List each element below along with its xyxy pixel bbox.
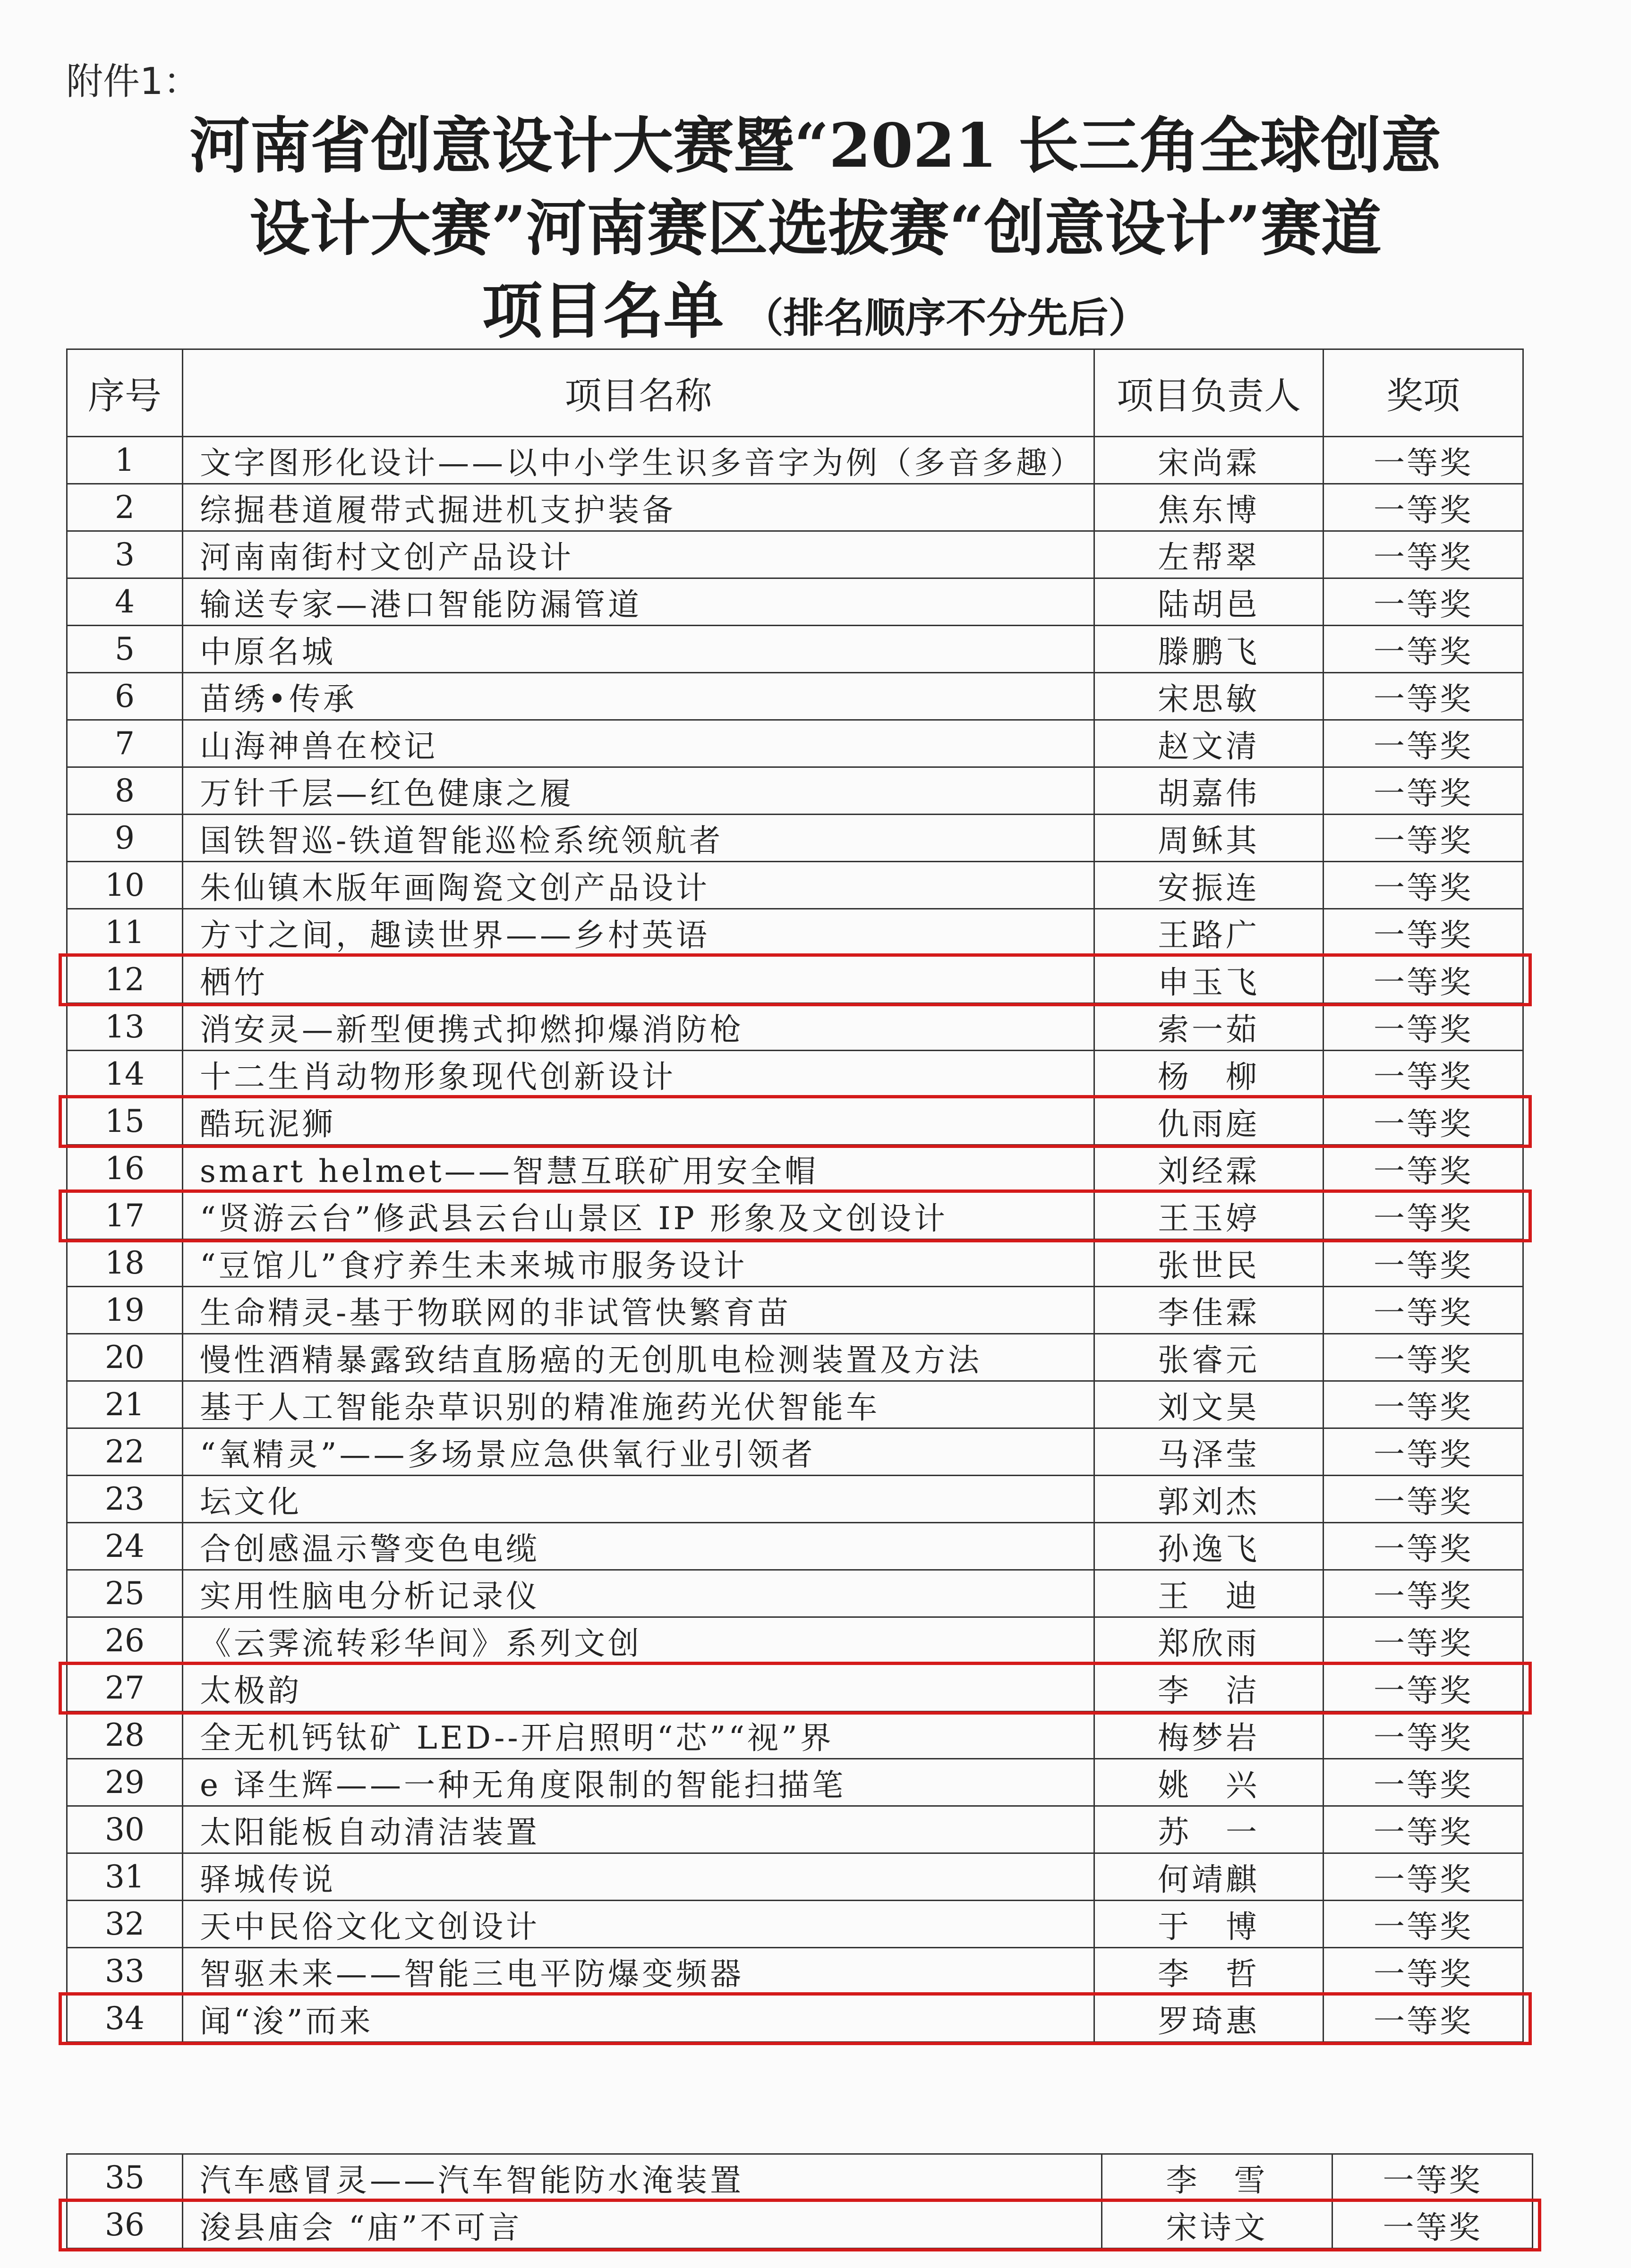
project-list-table-continued [66, 2153, 1533, 2249]
project-leader: 滕鹏飞 [1094, 626, 1324, 673]
award-level: 一等奖 [1332, 2201, 1533, 2249]
table-header-row [67, 349, 1523, 437]
table-row [67, 1428, 1523, 1476]
table-row [67, 1995, 1523, 2042]
project-leader: 刘经霖 [1094, 1145, 1324, 1192]
document-title-line-3 [0, 276, 1631, 347]
award-level: 一等奖 [1324, 1145, 1523, 1192]
table-row [67, 1665, 1523, 1712]
award-level: 一等奖 [1324, 578, 1523, 626]
project-name: 国铁智巡-铁道智能巡检系统领航者 [183, 815, 1094, 862]
project-leader: 李 洁 [1094, 1665, 1324, 1712]
row-number: 26 [67, 1617, 183, 1665]
project-leader: 李 哲 [1094, 1948, 1324, 1995]
row-number: 4 [67, 578, 183, 626]
project-name: 太阳能板自动清洁装置 [183, 1806, 1094, 1853]
row-number: 15 [67, 1098, 183, 1145]
table-row [67, 626, 1523, 673]
award-level: 一等奖 [1324, 1098, 1523, 1145]
row-number: 16 [67, 1145, 183, 1192]
award-level: 一等奖 [1324, 626, 1523, 673]
table-row [67, 673, 1523, 720]
header-project-name: 项目名称 [183, 349, 1094, 437]
project-name: e 译生辉——一种无角度限制的智能扫描笔 [183, 1759, 1094, 1806]
table-row [67, 1901, 1523, 1948]
award-level: 一等奖 [1332, 2154, 1533, 2201]
table-row [67, 1381, 1523, 1428]
project-name: 太极韵 [183, 1665, 1094, 1712]
row-number: 24 [67, 1523, 183, 1570]
table-row [67, 1712, 1523, 1759]
table-row [67, 1145, 1523, 1192]
table-row [67, 1806, 1523, 1853]
table-row [67, 720, 1523, 767]
header-award: 奖项 [1324, 349, 1523, 437]
header-no: 序号 [67, 349, 183, 437]
row-number: 34 [67, 1995, 183, 2042]
project-name: 消安灵—新型便携式抑燃抑爆消防枪 [183, 1003, 1094, 1051]
row-number: 36 [67, 2201, 183, 2249]
project-name: 浚县庙会 “庙”不可言 [183, 2201, 1102, 2249]
award-level: 一等奖 [1324, 1995, 1523, 2042]
award-level: 一等奖 [1324, 862, 1523, 909]
project-leader: 胡嘉伟 [1094, 767, 1324, 815]
table-row [67, 484, 1523, 531]
header-leader: 项目负责人 [1094, 349, 1324, 437]
project-name: 文字图形化设计——以中小学生识多音字为例（多音多趣） [183, 437, 1094, 484]
award-level: 一等奖 [1324, 1665, 1523, 1712]
project-leader: 仇雨庭 [1094, 1098, 1324, 1145]
project-leader: 周稣其 [1094, 815, 1324, 862]
row-number: 18 [67, 1240, 183, 1287]
project-leader: 郑欣雨 [1094, 1617, 1324, 1665]
project-name: 合创感温示警变色电缆 [183, 1523, 1094, 1570]
table-row [67, 767, 1523, 815]
row-number: 31 [67, 1853, 183, 1901]
award-level: 一等奖 [1324, 1712, 1523, 1759]
award-level: 一等奖 [1324, 1853, 1523, 1901]
attachment-label: 附件1： [66, 60, 200, 103]
project-leader: 宋尚霖 [1094, 437, 1324, 484]
project-list-table [66, 348, 1524, 2043]
table-row [67, 531, 1523, 578]
project-name: 综掘巷道履带式掘进机支护装备 [183, 484, 1094, 531]
table-row [67, 1240, 1523, 1287]
project-leader: 马泽莹 [1094, 1428, 1324, 1476]
project-name: 朱仙镇木版年画陶瓷文创产品设计 [183, 862, 1094, 909]
title-order-note: （排名顺序不分先后） [743, 294, 1149, 342]
row-number: 5 [67, 626, 183, 673]
row-number: 14 [67, 1051, 183, 1098]
project-name: “氧精灵”——多场景应急供氧行业引领者 [183, 1428, 1094, 1476]
table-row [67, 1003, 1523, 1051]
project-name: 河南南街村文创产品设计 [183, 531, 1094, 578]
project-name: 驿城传说 [183, 1853, 1094, 1901]
row-number: 33 [67, 1948, 183, 1995]
row-number: 23 [67, 1476, 183, 1523]
project-leader: 姚 兴 [1094, 1759, 1324, 1806]
table-row [67, 1853, 1523, 1901]
row-number: 22 [67, 1428, 183, 1476]
project-leader: 郭刘杰 [1094, 1476, 1324, 1523]
row-number: 7 [67, 720, 183, 767]
project-name: 酷玩泥狮 [183, 1098, 1094, 1145]
table-row [67, 1570, 1523, 1617]
project-leader: 安振连 [1094, 862, 1324, 909]
document-title-line-2: 设计大赛”河南赛区选拔赛“创意设计”赛道 [249, 193, 1382, 264]
project-name: 基于人工智能杂草识别的精准施药光伏智能车 [183, 1381, 1094, 1428]
project-leader: 王玉婷 [1094, 1192, 1324, 1240]
project-name: 智驱未来——智能三电平防爆变频器 [183, 1948, 1094, 1995]
row-number: 11 [67, 909, 183, 956]
project-name: 生命精灵-基于物联网的非试管快繁育苗 [183, 1287, 1094, 1334]
project-name: 万针千层—红色健康之履 [183, 767, 1094, 815]
award-level: 一等奖 [1324, 1003, 1523, 1051]
project-name: 中原名城 [183, 626, 1094, 673]
project-name: “贤游云台”修武县云台山景区 IP 形象及文创设计 [183, 1192, 1094, 1240]
row-number: 13 [67, 1003, 183, 1051]
project-leader: 梅梦岩 [1094, 1712, 1324, 1759]
award-level: 一等奖 [1324, 956, 1523, 1003]
project-name: 栖竹 [183, 956, 1094, 1003]
project-leader: 苏 一 [1094, 1806, 1324, 1853]
table-row [67, 1617, 1523, 1665]
award-level: 一等奖 [1324, 1428, 1523, 1476]
project-leader: 李 雪 [1102, 2154, 1332, 2201]
project-leader: 焦东博 [1094, 484, 1324, 531]
project-name: 输送专家—港口智能防漏管道 [183, 578, 1094, 626]
row-number: 32 [67, 1901, 183, 1948]
row-number: 29 [67, 1759, 183, 1806]
table-row [67, 2201, 1533, 2249]
row-number: 19 [67, 1287, 183, 1334]
project-leader: 宋思敏 [1094, 673, 1324, 720]
table-row [67, 956, 1523, 1003]
award-level: 一等奖 [1324, 1901, 1523, 1948]
award-level: 一等奖 [1324, 1617, 1523, 1665]
row-number: 35 [67, 2154, 183, 2201]
project-name: 实用性脑电分析记录仪 [183, 1570, 1094, 1617]
row-number: 28 [67, 1712, 183, 1759]
row-number: 8 [67, 767, 183, 815]
project-leader: 刘文昊 [1094, 1381, 1324, 1428]
award-level: 一等奖 [1324, 531, 1523, 578]
award-level: 一等奖 [1324, 673, 1523, 720]
project-name: 十二生肖动物形象现代创新设计 [183, 1051, 1094, 1098]
project-name: smart helmet——智慧互联矿用安全帽 [183, 1145, 1094, 1192]
row-number: 9 [67, 815, 183, 862]
table-row [67, 815, 1523, 862]
title-list-heading: 项目名单 [482, 276, 724, 347]
project-leader: 孙逸飞 [1094, 1523, 1324, 1570]
table-row [67, 1051, 1523, 1098]
table-row [67, 578, 1523, 626]
row-number: 1 [67, 437, 183, 484]
table-row [67, 437, 1523, 484]
row-number: 10 [67, 862, 183, 909]
project-name: “豆馆儿”食疗养生未来城市服务设计 [183, 1240, 1094, 1287]
award-level: 一等奖 [1324, 437, 1523, 484]
project-leader: 宋诗文 [1102, 2201, 1332, 2249]
project-name: 苗绣•传承 [183, 673, 1094, 720]
table-row [67, 1948, 1523, 1995]
project-name: 方寸之间，趣读世界——乡村英语 [183, 909, 1094, 956]
award-level: 一等奖 [1324, 1806, 1523, 1853]
project-leader: 杨 柳 [1094, 1051, 1324, 1098]
project-leader: 李佳霖 [1094, 1287, 1324, 1334]
row-number: 6 [67, 673, 183, 720]
table-row [67, 1192, 1523, 1240]
row-number: 12 [67, 956, 183, 1003]
table-row [67, 1334, 1523, 1381]
row-number: 2 [67, 484, 183, 531]
row-number: 20 [67, 1334, 183, 1381]
row-number: 27 [67, 1665, 183, 1712]
project-leader: 王 迪 [1094, 1570, 1324, 1617]
row-number: 3 [67, 531, 183, 578]
table-row [67, 1098, 1523, 1145]
table-row [67, 862, 1523, 909]
table-row [67, 1287, 1523, 1334]
project-leader: 申玉飞 [1094, 956, 1324, 1003]
award-level: 一等奖 [1324, 1570, 1523, 1617]
table-row [67, 909, 1523, 956]
project-leader: 索一茹 [1094, 1003, 1324, 1051]
award-level: 一等奖 [1324, 909, 1523, 956]
table-row [67, 1476, 1523, 1523]
table-row [67, 2154, 1533, 2201]
document-title-line-1: 河南省创意设计大赛暨“2021 长三角全球创意 [189, 110, 1442, 181]
row-number: 21 [67, 1381, 183, 1428]
table-row [67, 1523, 1523, 1570]
award-level: 一等奖 [1324, 815, 1523, 862]
project-name: 闻“浚”而来 [183, 1995, 1094, 2042]
award-level: 一等奖 [1324, 1381, 1523, 1428]
row-number: 30 [67, 1806, 183, 1853]
project-leader: 何靖麒 [1094, 1853, 1324, 1901]
project-name: 《云霁流转彩华间》系列文创 [183, 1617, 1094, 1665]
project-leader: 陆胡邑 [1094, 578, 1324, 626]
project-leader: 于 博 [1094, 1901, 1324, 1948]
project-leader: 张睿元 [1094, 1334, 1324, 1381]
project-name: 山海神兽在校记 [183, 720, 1094, 767]
award-level: 一等奖 [1324, 1287, 1523, 1334]
award-level: 一等奖 [1324, 1523, 1523, 1570]
project-leader: 罗琦惠 [1094, 1995, 1324, 2042]
award-level: 一等奖 [1324, 1948, 1523, 1995]
award-level: 一等奖 [1324, 767, 1523, 815]
project-name: 坛文化 [183, 1476, 1094, 1523]
award-level: 一等奖 [1324, 1334, 1523, 1381]
award-level: 一等奖 [1324, 1759, 1523, 1806]
award-level: 一等奖 [1324, 1240, 1523, 1287]
table-row [67, 1759, 1523, 1806]
row-number: 25 [67, 1570, 183, 1617]
project-name: 慢性酒精暴露致结直肠癌的无创肌电检测装置及方法 [183, 1334, 1094, 1381]
award-level: 一等奖 [1324, 484, 1523, 531]
project-name: 天中民俗文化文创设计 [183, 1901, 1094, 1948]
project-name: 汽车感冒灵——汽车智能防水淹装置 [183, 2154, 1102, 2201]
project-leader: 左帮翠 [1094, 531, 1324, 578]
award-level: 一等奖 [1324, 1192, 1523, 1240]
project-leader: 王路广 [1094, 909, 1324, 956]
row-number: 17 [67, 1192, 183, 1240]
award-level: 一等奖 [1324, 720, 1523, 767]
project-leader: 张世民 [1094, 1240, 1324, 1287]
project-name: 全无机钙钛矿 LED--开启照明“芯”“视”界 [183, 1712, 1094, 1759]
award-level: 一等奖 [1324, 1476, 1523, 1523]
award-level: 一等奖 [1324, 1051, 1523, 1098]
project-leader: 赵文清 [1094, 720, 1324, 767]
